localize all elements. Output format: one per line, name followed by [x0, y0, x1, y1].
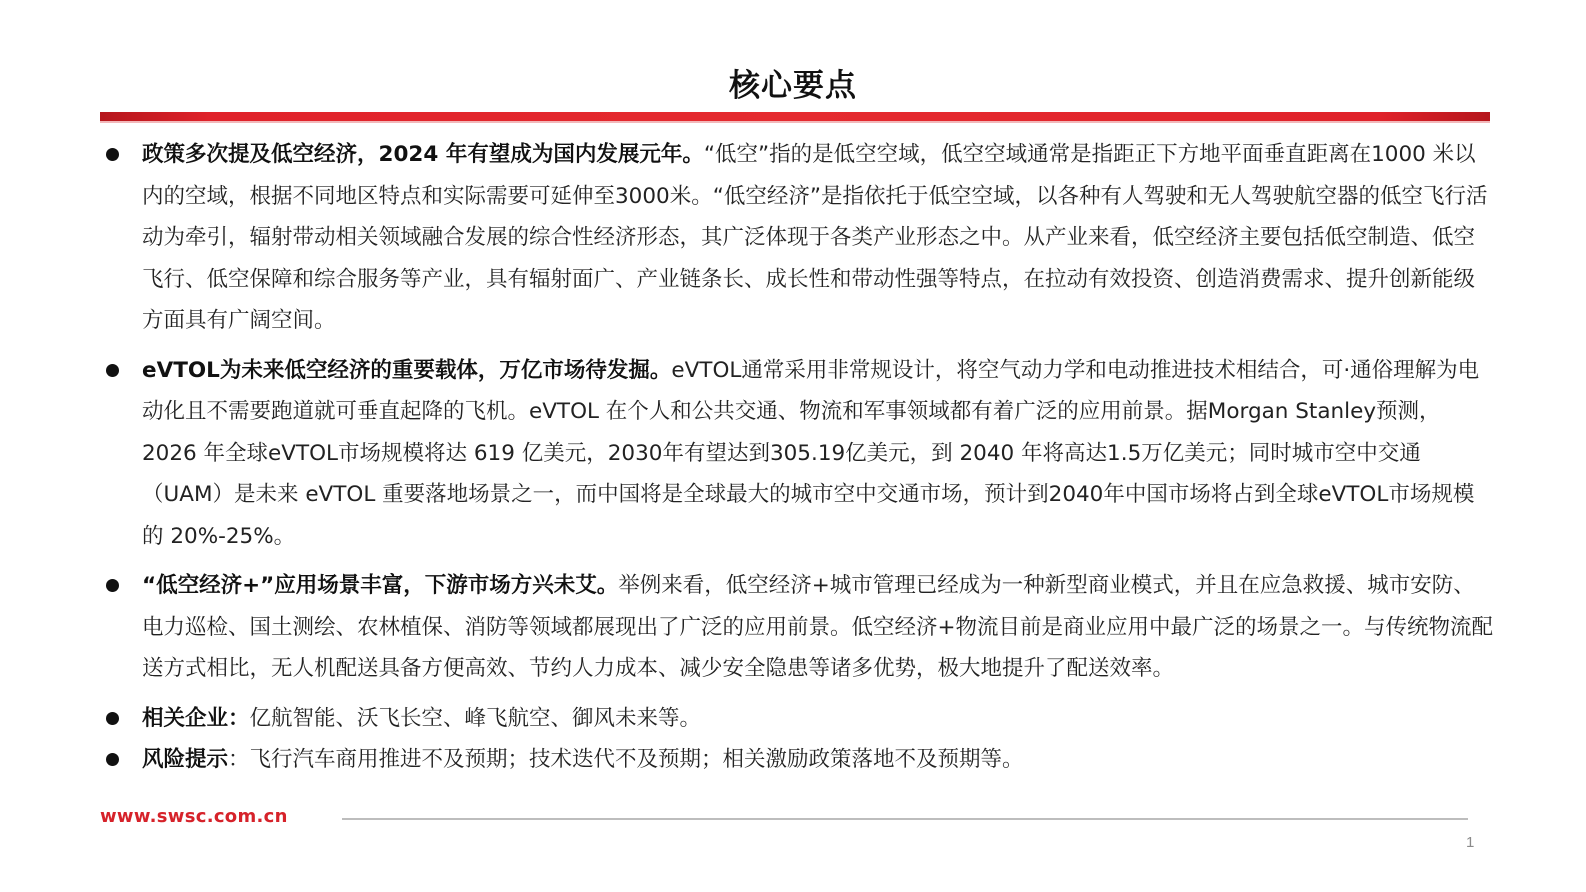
key-point-companies — [100, 698, 1495, 740]
bullet-dot-icon — [106, 148, 119, 161]
key-point-lead: 风险提示 — [142, 747, 229, 772]
bullet-dot-icon — [106, 753, 119, 766]
key-point-risks — [100, 739, 1495, 781]
bullet-dot-icon — [106, 579, 119, 592]
key-point-body: “低空”指的是低空空域，低空空域通常是指距正下方地平面垂直距离在1000 米以内的空域，根据不同地区特点和实际需要可延伸至3000米。“低空经济”是指依托于低空空域，以各种有人驾驶和无人驾驶航空器的低空飞行活动为牵引，辐射带动相关领域融合发展的综合性经济形态，其广泛体现于各类产业形态之中。从产业来看，低空经济主要包括低空制造、低空飞行、低空保障和综合服务等产业，具有辐射面广、产业链条长、成长性和带动性强等特点，在拉动有效投资、创造消费需求、提升创新能级方面具有广阔空间。 — [142, 142, 1488, 333]
bullet-dot-icon — [106, 712, 119, 725]
key-point-body: 举例来看，低空经济+城市管理已经成为一种新型商业模式，并且在应急救援、城市安防、电力巡检、国土测绘、农林植保、消防等领域都展现出了广泛的应用前景。低空经济+物流目前是商业应用中最广泛的场景之一。与传统物流配送方式相比，无人机配送具备方便高效、节约人力成本、减少安全隐患等诸多优势，极大地提升了配送效率。 — [142, 573, 1494, 681]
page-number: 1 — [1466, 834, 1475, 851]
footer-divider — [342, 818, 1468, 820]
key-point-body: eVTOL通常采用非常规设计，将空气动力学和电动推进技术相结合，可·通俗理解为电动化且不需要跑道就可垂直起降的飞机。eVTOL 在个人和公共交通、物流和军事领域都有着广泛的应用前景。据Morgan Stanley预测，2026 年全球eVTOL市场规模将达 619 亿美元，2030年有望达到305.19亿美元，到 2040 年将高达1.5万亿美元；同时城市空中交通（UAM）是未来 eVTOL 重要落地场景之一，而中国将是全球最大的城市空中交通市场，预计到2040年中国市场将占到全球eVTOL市场规模的 20%-25%。 — [142, 357, 1480, 549]
key-point-evtol — [100, 350, 1495, 558]
page-title: 核心要点 — [729, 68, 857, 104]
title-underline-shadow — [100, 121, 1490, 123]
title-underline — [100, 112, 1490, 121]
key-points-list — [100, 134, 1495, 781]
footer-website-link[interactable]: www.swsc.com.cn — [100, 806, 288, 827]
key-point-lead: 相关企业： — [142, 705, 250, 731]
key-point-body: ：飞行汽车商用推进不及预期；技术迭代不及预期；相关激励政策落地不及预期等。 — [228, 747, 1024, 772]
key-point-lead: 政策多次提及低空经济，2024 年有望成为国内发展元年。 — [142, 142, 704, 167]
key-point-policy — [100, 134, 1495, 342]
key-point-lead: “低空经济+”应用场景丰富，下游市场方兴未艾。 — [142, 573, 619, 598]
key-point-body: 亿航智能、沃飞长空、峰飞航空、御风未来等。 — [249, 705, 702, 731]
key-point-applications — [100, 565, 1495, 690]
bullet-dot-icon — [106, 364, 119, 377]
key-point-lead: eVTOL为未来低空经济的重要载体，万亿市场待发掘。 — [142, 357, 672, 383]
